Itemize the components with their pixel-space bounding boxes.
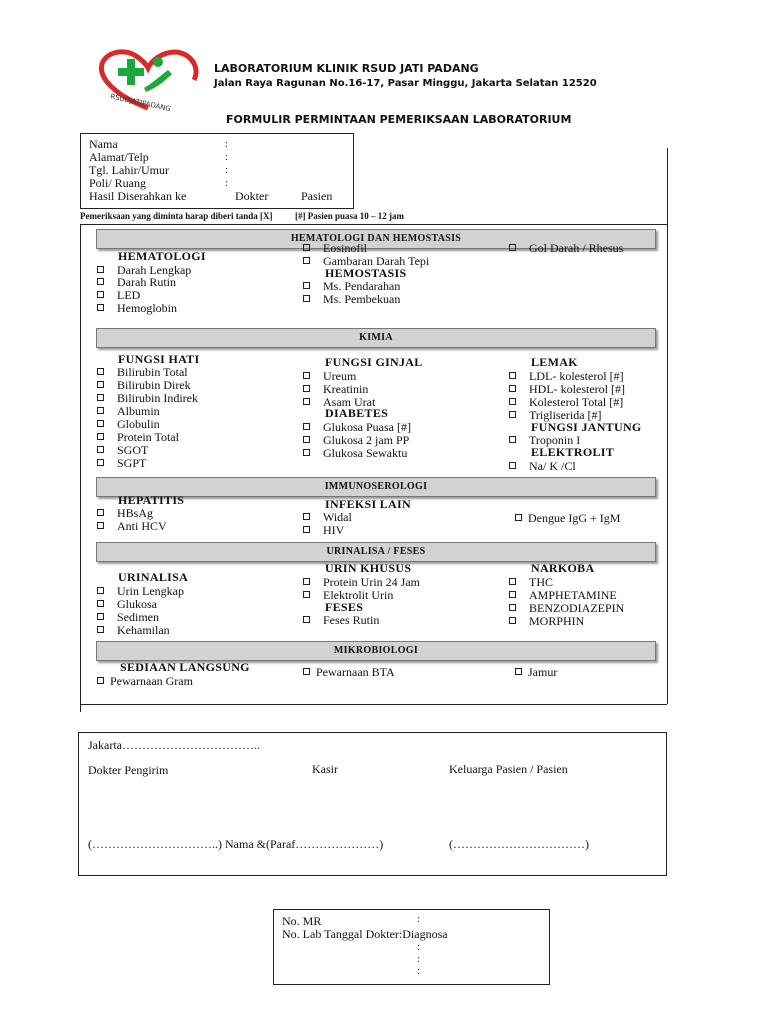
test-checkbox[interactable]: Eosinofil [303,244,367,252]
field-name-label: Nama [89,137,118,151]
checkbox-icon[interactable] [509,462,516,469]
test-checkbox[interactable]: Protein Urin 24 Jam [303,575,420,590]
group-title-hemostasis: HEMOSTASIS [325,266,407,280]
checkbox-icon[interactable] [97,459,104,466]
test-checkbox[interactable]: Ms. Pendarahan [303,279,400,294]
signature-line-left[interactable]: (…………………………..) Nama &(Paraf…………………) [88,837,384,851]
record-box [273,909,550,985]
checkbox-icon[interactable] [515,668,522,675]
checkbox-icon[interactable] [97,677,104,684]
checkbox-icon[interactable] [97,291,104,298]
field-address-label: Alamat/Telp [89,150,149,164]
checkbox-icon[interactable] [509,436,516,443]
field-colon[interactable]: : [417,942,420,953]
checkbox-icon[interactable] [509,372,516,379]
test-checkbox[interactable]: AMPHETAMINE [509,588,617,603]
test-checkbox[interactable]: Bilirubin Direk [97,378,191,393]
checkbox-icon[interactable] [303,616,310,623]
checkbox-icon[interactable] [509,411,516,418]
checkbox-icon[interactable] [97,304,104,311]
test-checkbox[interactable]: Darah Lengkap [97,263,191,278]
section-header-imunoserologi: IMMUNOSEROLOGI [96,477,656,497]
divider [667,148,668,704]
checkbox-icon[interactable] [303,385,310,392]
test-checkbox[interactable]: BENZODIAZEPIN [509,601,624,616]
field-result-to-label: Hasil Diserahkan ke [89,189,187,203]
group-title-hepatitis: HEPATITIS [118,493,185,507]
checkbox-icon[interactable] [97,368,104,375]
lab-diagnosis-label: No. Lab Tanggal Dokter:Diagnosa [282,927,448,941]
checkbox-icon[interactable] [303,372,310,379]
test-checkbox[interactable]: Ms. Pembekuan [303,292,400,307]
group-title-urinalisa: URINALISA [118,570,189,584]
logo-text: RSUDJATIPADANG [109,92,172,112]
test-checkbox[interactable]: Bilirubin Total [97,365,188,380]
cashier-label: Kasir [312,762,338,776]
group-title-hematologi: HEMATOLOGI [118,249,206,263]
mr-input[interactable]: : [417,914,420,925]
checkbox-icon[interactable] [97,278,104,285]
checkbox-icon[interactable] [509,398,516,405]
test-checkbox[interactable]: Widal [303,510,352,525]
checkbox-icon[interactable] [97,420,104,427]
test-checkbox[interactable]: THC [509,575,553,590]
section-header-mikrobiologi: MIKROBIOLOGI [96,641,656,661]
checkbox-icon[interactable] [509,617,516,624]
test-checkbox[interactable]: Elektrolit Urin [303,588,393,603]
checkbox-icon[interactable] [97,626,104,633]
section-header-hematologi: HEMATOLOGI DAN HEMOSTASIS [96,229,656,249]
signature-box [78,732,667,876]
test-checkbox[interactable]: Dengue IgG + IgM [515,511,620,526]
test-checkbox[interactable]: Urin Lengkap [97,584,184,599]
test-checkbox[interactable]: Pewarnaan BTA [303,665,395,680]
test-checkbox[interactable]: Kreatinin [303,382,368,397]
group-title-narkoba: NARKOBA [531,561,595,575]
checkbox-icon[interactable] [509,604,516,611]
hospital-logo [96,48,200,112]
test-checkbox[interactable]: Jamur [515,665,557,680]
checkbox-icon[interactable] [97,394,104,401]
divider [80,224,667,225]
test-checkbox[interactable]: Darah Rutin [97,275,176,290]
lab-address: Jalan Raya Ragunan No.16-17, Pasar Minggu, Jakarta Selatan 12520 [214,78,597,89]
mr-label: No. MR [282,914,322,928]
checkbox-icon[interactable] [303,449,310,456]
test-checkbox[interactable]: Trigliserida [#] [509,408,602,423]
test-checkbox[interactable]: Gambaran Darah Tepi [303,254,429,269]
field-birth-label: Tgl. Lahir/Umur [89,163,169,177]
checkbox-icon[interactable] [303,257,310,264]
test-checkbox[interactable]: Kehamilan [97,623,170,638]
group-title-fungsi-jantung: FUNGSI JANTUNG [531,420,642,434]
group-title-fungsi-ginjal: FUNGSI GINJAL [325,355,423,369]
test-checkbox[interactable]: Bilirubin Indirek [97,391,198,406]
test-checkbox[interactable]: Albumin [97,404,160,419]
test-checkbox[interactable]: Sedimen [97,610,159,625]
field-colon[interactable]: : [417,954,420,965]
test-checkbox[interactable]: Na/ K /Cl [509,459,576,474]
checkbox-icon[interactable] [303,398,310,405]
checkbox-icon[interactable] [303,295,310,302]
instruction-text: Pemeriksaan yang diminta harap diberi tanda [X] [#] Pasien puasa 10 – 12 jam [80,211,405,221]
divider [80,224,81,712]
group-title-lemak: LEMAK [531,355,578,369]
group-title-sediaan-langsung: SEDIAAN LANGSUNG [120,660,250,674]
checkbox-icon[interactable] [509,244,516,251]
field-poli-label: Poli/ Ruang [89,176,147,190]
patient-info-box [80,133,354,209]
checkbox-icon[interactable] [303,436,310,443]
test-checkbox[interactable]: Hemoglobin [97,301,177,316]
test-checkbox[interactable]: MORPHIN [509,614,584,629]
section-header-urinalisa: URINALISA / FESES [96,542,656,562]
checkbox-icon[interactable] [303,423,310,430]
checkbox-icon[interactable] [97,600,104,607]
test-checkbox[interactable]: Glukosa [97,597,157,612]
test-checkbox[interactable]: Asam Urat [303,395,375,410]
group-title-feses: FESES [325,600,364,614]
test-checkbox[interactable]: Glukosa Puasa [#] [303,420,411,435]
checkbox-icon[interactable] [303,513,310,520]
test-checkbox[interactable]: LDL- kolesterol [#] [509,369,624,384]
test-checkbox[interactable]: Glukosa Sewaktu [303,446,407,461]
checkbox-icon[interactable] [509,385,516,392]
field-birth-input[interactable]: : [225,165,228,176]
test-checkbox[interactable]: Anti HCV [97,519,167,534]
option-patient[interactable]: Pasien [301,189,333,203]
group-title-fungsi-hati: FUNGSI HATI [118,352,200,366]
checkbox-icon[interactable] [97,407,104,414]
checkbox-icon[interactable] [303,578,310,585]
test-checkbox[interactable]: HIV [303,523,344,538]
field-colon[interactable]: : [417,966,420,977]
checkbox-icon[interactable] [97,266,104,273]
divider [80,704,667,705]
checkbox-icon[interactable] [303,282,310,289]
lab-title: LABORATORIUM KLINIK RSUD JATI PADANG [214,62,479,75]
checkbox-icon[interactable] [97,509,104,516]
checkbox-icon[interactable] [97,433,104,440]
signature-line-right[interactable]: (……………………………) [449,837,589,851]
test-checkbox[interactable]: Kolesterol Total [#] [509,395,623,410]
section-header-kimia: KIMIA [96,328,656,348]
group-title-elektrolit: ELEKTROLIT [531,445,615,459]
test-checkbox[interactable]: Glukosa 2 jam PP [303,433,409,448]
test-checkbox[interactable]: LED [97,288,140,303]
test-checkbox[interactable]: Globulin [97,417,160,432]
checkbox-icon[interactable] [509,578,516,585]
group-title-diabetes: DIABETES [325,406,389,420]
option-doctor[interactable]: Dokter [235,189,269,203]
test-checkbox[interactable]: SGOT [97,443,148,458]
checkbox-icon[interactable] [303,526,310,533]
family-label: Keluarga Pasien / Pasien [449,762,568,776]
form-title: FORMULIR PERMINTAAN PEMERIKSAAN LABORATORIUM [226,113,572,126]
checkbox-icon[interactable] [97,613,104,620]
test-checkbox[interactable]: Feses Rutin [303,613,379,628]
checkbox-icon[interactable] [97,522,104,529]
checkbox-icon[interactable] [303,591,310,598]
sender-doctor-label: Dokter Pengirim [88,763,169,777]
test-checkbox[interactable]: Protein Total [97,430,179,445]
test-checkbox[interactable]: HBsAg [97,506,153,521]
test-checkbox[interactable]: Troponin I [509,433,580,448]
field-address-input[interactable]: : [225,152,228,163]
checkbox-icon[interactable] [97,446,104,453]
checkbox-icon[interactable] [303,244,310,251]
checkbox-icon[interactable] [97,587,104,594]
test-checkbox[interactable]: Gol Darah / Rhesus [509,244,623,252]
checkbox-icon[interactable] [303,668,310,675]
group-title-urin-khusus: URIN KHUSUS [325,561,412,575]
field-name-input[interactable]: : [225,139,228,150]
place-date[interactable]: Jakarta…………………………….. [88,738,260,752]
test-checkbox[interactable]: Ureum [303,369,356,384]
test-checkbox[interactable]: Pewarnaan Gram [97,674,193,689]
field-poli-input[interactable]: : [225,178,228,189]
test-checkbox[interactable]: SGPT [97,456,146,471]
checkbox-icon[interactable] [509,591,516,598]
group-title-infeksi-lain: INFEKSI LAIN [325,497,411,511]
test-checkbox[interactable]: HDL- kolesterol [#] [509,382,625,397]
checkbox-icon[interactable] [515,514,522,521]
checkbox-icon[interactable] [97,381,104,388]
